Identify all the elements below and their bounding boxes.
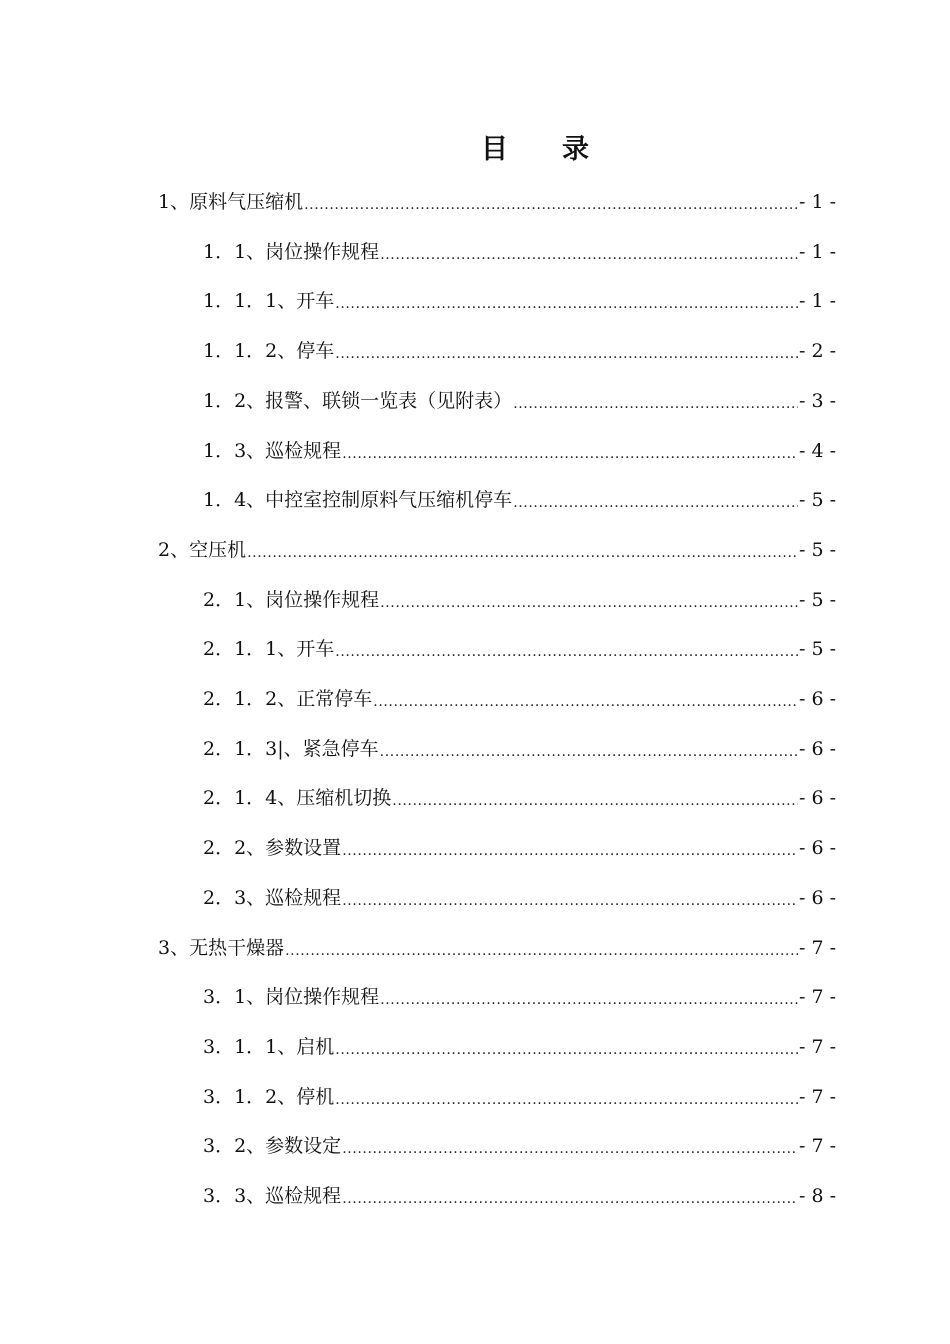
toc-entry[interactable]: [203, 332, 836, 364]
toc-entry[interactable]: [203, 630, 836, 662]
toc-leader-dots: [380, 736, 798, 762]
toc-page-number: - 5 -: [798, 638, 836, 661]
toc-leader-dots: [335, 338, 798, 364]
toc-entry[interactable]: [158, 183, 836, 215]
toc-leader-dots: [335, 1084, 798, 1110]
toc-leader-dots: [335, 288, 798, 314]
toc-entry-label: 2．1．2、正常停车: [203, 688, 373, 710]
toc-entry-label: 1、原料气压缩机: [158, 191, 304, 213]
toc-entry-label: 1．4、中控室控制原料气压缩机停车: [203, 489, 513, 512]
toc-entry[interactable]: [203, 879, 836, 911]
toc-entry-label: 2．2、参数设置: [203, 837, 342, 860]
toc-entry[interactable]: [203, 1028, 836, 1060]
toc-page-number: - 3 -: [798, 389, 836, 412]
toc-entry-label: 2．3、巡检规程: [203, 886, 342, 909]
toc-leader-dots: [335, 1034, 798, 1060]
toc-leader-dots: [380, 239, 798, 265]
toc-leader-dots: [513, 388, 798, 414]
toc-entry-label: 2．1、岗位操作规程: [203, 588, 380, 611]
toc-entry[interactable]: [203, 779, 836, 811]
toc-page-number: - 1 -: [798, 240, 836, 263]
toc-page-number: - 7 -: [798, 936, 836, 959]
toc-page-number: - 2 -: [798, 340, 836, 363]
toc-entry-label: 1．1、岗位操作规程: [203, 240, 380, 263]
toc-entry[interactable]: [203, 1177, 836, 1209]
toc-entry[interactable]: [203, 978, 836, 1010]
toc-leader-dots: [285, 935, 798, 961]
toc-leader-dots: [380, 587, 798, 613]
toc-entry-label: 3．1．1、启机: [203, 1035, 335, 1058]
toc-page-number: - 1 -: [798, 191, 836, 213]
toc-entry-label: 1．3、巡检规程: [203, 439, 342, 462]
toc-entry[interactable]: [158, 531, 836, 563]
toc-page-number: - 6 -: [798, 787, 836, 810]
toc-page-number: - 7 -: [798, 1035, 836, 1058]
toc-page-number: - 6 -: [798, 688, 836, 710]
toc-leader-dots: [247, 537, 798, 563]
toc-page-number: - 6 -: [798, 837, 836, 860]
toc-leader-dots: [392, 785, 798, 811]
toc-entry-label: 2、空压机: [158, 538, 247, 561]
toc-leader-dots: [342, 1133, 798, 1159]
toc-entry[interactable]: [203, 581, 836, 613]
toc-entry-label: 1．1．1、开车: [203, 290, 335, 313]
toc-entry[interactable]: [203, 730, 836, 762]
toc-entry-label: 3．2、参数设定: [203, 1135, 342, 1158]
toc-page-number: - 6 -: [798, 737, 836, 760]
toc-leader-dots: [342, 438, 798, 464]
toc-leader-dots: [304, 189, 798, 215]
toc-page-number: - 7 -: [798, 986, 836, 1009]
toc-page-number: - 5 -: [798, 489, 836, 512]
toc-entry-label: 3．1、岗位操作规程: [203, 986, 380, 1009]
toc-leader-dots: [513, 487, 798, 513]
toc-entry-label: 3．1．2、停机: [203, 1085, 335, 1108]
toc-leader-dots: [380, 984, 798, 1010]
toc-leader-dots: [342, 885, 798, 911]
toc-page-number: - 1 -: [798, 290, 836, 313]
toc-entry[interactable]: [203, 233, 836, 265]
toc-entry-label: 1．1．2、停车: [203, 340, 335, 363]
toc-entry[interactable]: [203, 1127, 836, 1159]
toc-page-number: - 4 -: [798, 439, 836, 462]
toc-page-number: - 5 -: [798, 538, 836, 561]
toc-page-number: - 8 -: [798, 1185, 836, 1207]
toc-entry[interactable]: [203, 382, 836, 414]
toc-entry-label: 3．3、巡检规程: [203, 1185, 342, 1207]
toc-page-number: - 5 -: [798, 588, 836, 611]
toc-entry[interactable]: [203, 1078, 836, 1110]
toc-entry-label: 2．1．4、压缩机切换: [203, 787, 392, 810]
toc-page-number: - 7 -: [798, 1135, 836, 1158]
toc-leader-dots: [342, 835, 798, 861]
toc-page-number: - 6 -: [798, 886, 836, 909]
toc-leader-dots: [373, 686, 798, 712]
toc-entry[interactable]: [203, 282, 836, 314]
toc-entry-label: 2．1．1、开车: [203, 638, 335, 661]
toc-entry-label: 2．1．3|、紧急停车: [203, 737, 379, 760]
toc-entry[interactable]: [158, 929, 836, 961]
toc-entry[interactable]: [203, 829, 836, 861]
toc-entry-label: 1．2、报警、联锁一览表（见附表）: [203, 389, 513, 412]
toc-page-number: - 7 -: [798, 1085, 836, 1108]
toc-entry[interactable]: [203, 680, 836, 712]
toc-entry[interactable]: [203, 432, 836, 464]
toc-title: 目 录: [481, 134, 589, 165]
toc-entry[interactable]: [203, 481, 836, 513]
toc-leader-dots: [335, 636, 798, 662]
toc-entry-label: 3、无热干燥器: [158, 936, 285, 959]
toc-leader-dots: [342, 1183, 798, 1209]
